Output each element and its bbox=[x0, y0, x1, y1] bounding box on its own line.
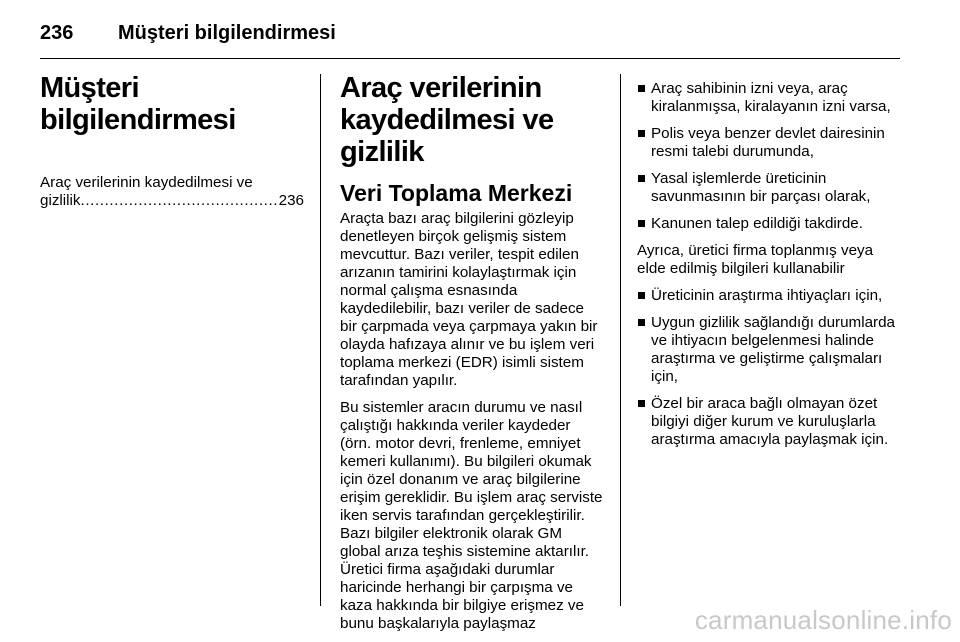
list-item: Kanunen talep edildiği takdirde. bbox=[637, 215, 900, 233]
column-divider-1 bbox=[320, 74, 321, 606]
column-2 bbox=[340, 72, 604, 642]
paragraph: Bu sistemler aracın durumu ve nasıl çalıştığı hakkında veriler kaydeder (örn. motor devri, frenleme, emniyet kemeri kullanımı). Bu bilgileri okumak için özel donanım ve araç bilgilerine erişim gereklidir. Bu işlem araç serviste iken servis tarafından gerçekleştirilir. Bazı bilgiler elektronik olarak GM global arıza teşhis sistemine aktarılır. Üretici firma aşağıdaki durumlar haricinde herhangi bir çarpışma ve kaza hakkında bir bilgiye erişmez ve bunu başkalarıyla paylaşmaz bbox=[340, 399, 603, 632]
list-item: Özel bir araca bağlı olmayan özet bilgiyi diğer kurum ve kuruluşlarla araştırma amacıyla paylaşmak için. bbox=[637, 395, 900, 449]
toc-entry-label-line2: gizlilik bbox=[40, 192, 81, 209]
list-item: Üreticinin araştırma ihtiyaçları için, bbox=[637, 287, 900, 305]
bullet-list-1 bbox=[637, 80, 900, 233]
list-item: Polis veya benzer devlet dairesinin resmi talebi durumunda, bbox=[637, 125, 900, 161]
chapter-title: Müşteri bilgilendirmesi bbox=[40, 72, 236, 136]
column-1 bbox=[40, 72, 304, 210]
column-divider-2 bbox=[620, 74, 621, 606]
section-subtitle: Veri Toplama Merkezi bbox=[340, 180, 573, 206]
toc-entry-label-line1: Araç verilerinin kaydedilmesi ve bbox=[40, 174, 253, 191]
header-rule bbox=[40, 58, 900, 59]
list-item: Uygun gizlilik sağlandığı durumlarda ve ihtiyacın belgelenmesi halinde araştırma ve geliştirme çalışmaları için, bbox=[637, 314, 900, 386]
toc-leader-dots bbox=[81, 192, 279, 210]
column-3 bbox=[637, 80, 900, 458]
paragraph: Araçta bazı araç bilgilerini gözleyip denetleyen birçok gelişmiş sistem mevcuttur. Bazı veriler, tespit edilen arızanın tamirini kolaylaştırmak için normal çalışma esnasında kaydedilebilir, bazı veriler de sadece bir çarpmada veya çarpmaya yakın bir olayda hafızaya alınır ve bu işlem veri toplama merkezi (EDR) isimli sistem tarafından yapılır. bbox=[340, 210, 598, 389]
watermark-text: carmanualsonline.info bbox=[694, 605, 952, 635]
bullet-list-2 bbox=[637, 287, 900, 449]
section-title: Araç verilerinin kaydedilmesi ve gizlilik bbox=[340, 72, 554, 168]
list-item: Araç sahibinin izni veya, araç kiralanmışsa, kiralayanın izni varsa, bbox=[637, 80, 900, 116]
paragraph: Ayrıca, üretici firma toplanmış veya elde edilmiş bilgileri kullanabilir bbox=[637, 242, 874, 277]
toc-entry-page: 236 bbox=[278, 192, 304, 209]
running-header-title: Müşteri bilgilendirmesi bbox=[118, 22, 336, 44]
page-number: 236 bbox=[40, 22, 74, 44]
list-item: Yasal işlemlerde üreticinin savunmasının bir parçası olarak, bbox=[637, 170, 900, 206]
toc-entry[interactable] bbox=[40, 174, 304, 210]
